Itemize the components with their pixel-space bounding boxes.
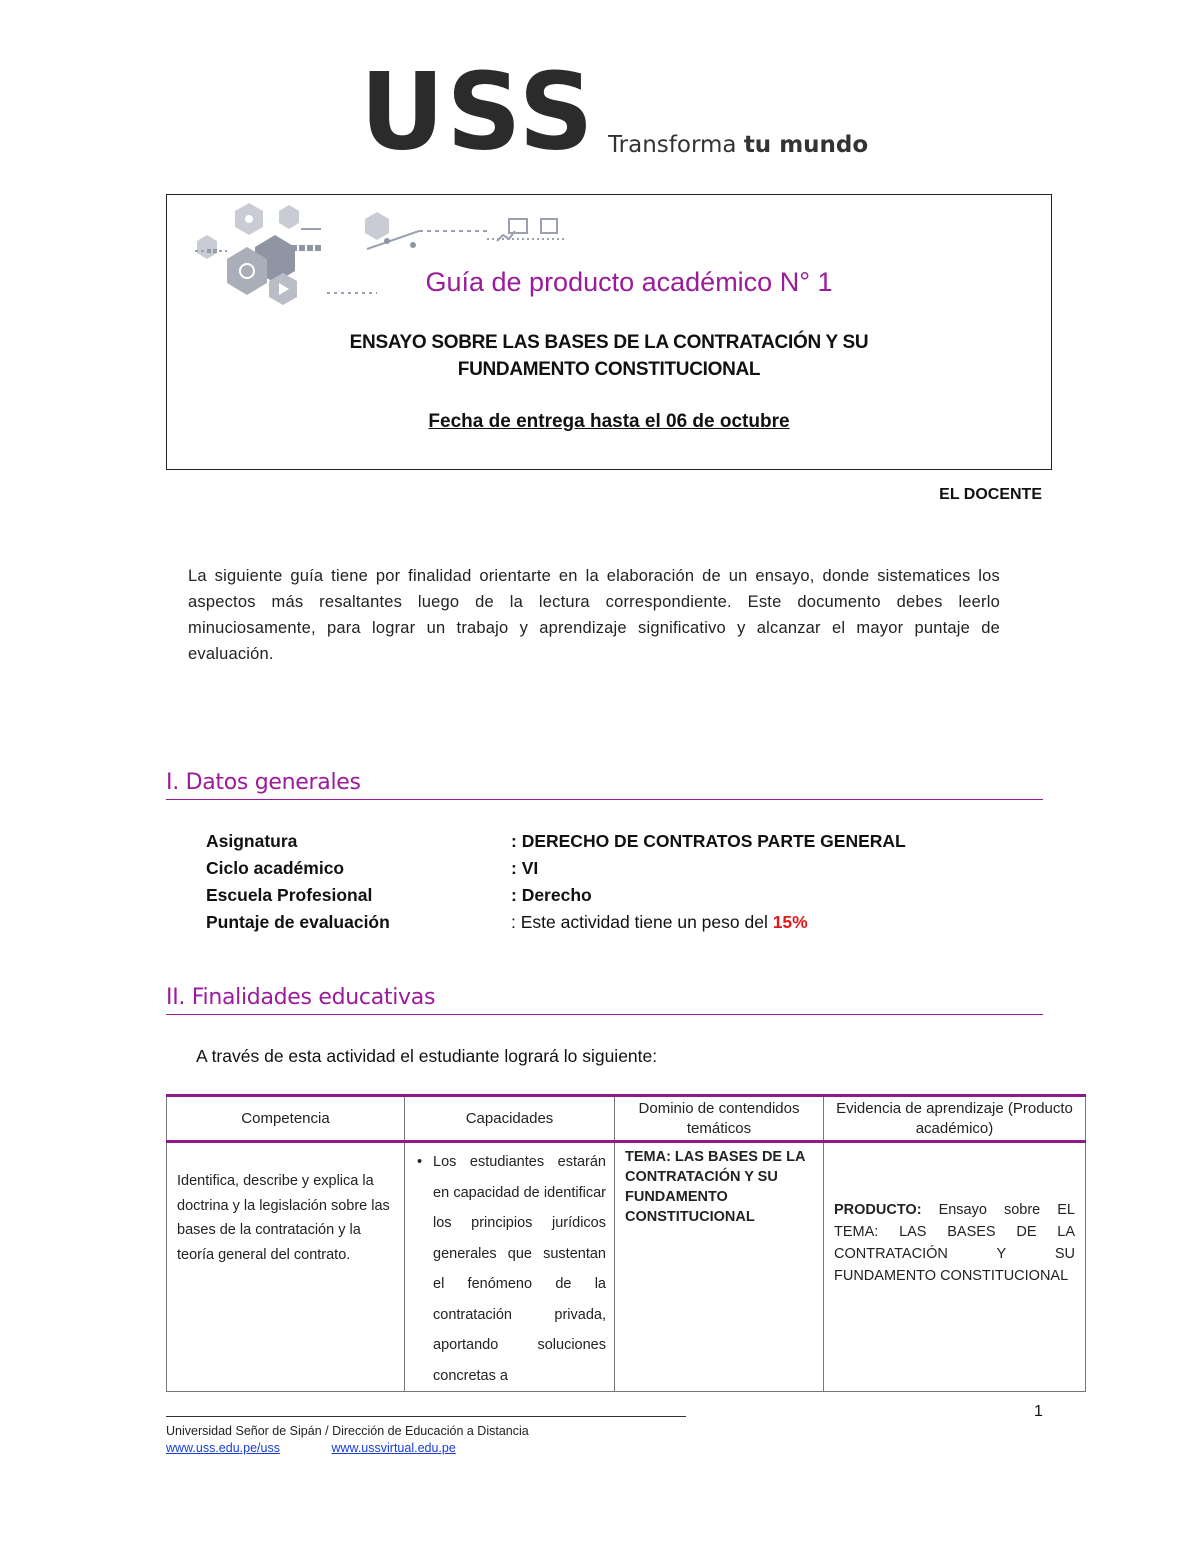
page-number: 1 [1034,1403,1043,1420]
cell-competencia: Identifica, describe y explica la doctrina y la legislación sobre las bases de la contratación y la teoría general del contrato. [167,1142,405,1392]
logo-tagline [608,132,868,158]
evidencia-text: Ensayo sobre EL TEMA: LAS BASES DE LA CONTRATACIÓN Y SU FUNDAMENTO CONSTITUCIONAL [834,1202,1075,1284]
link-ussvirtual[interactable]: www.ussvirtual.edu.pe [331,1441,456,1455]
cell-evidencia [824,1142,1086,1392]
capacidades-text: Los estudiantes estarán en capacidad de identificar los principios jurídicos generales que sustentan el fenómeno de la contratación privada, aportando soluciones concretas a [433,1154,606,1384]
section-finalidades-title: II. Finalidades educativas [166,985,1043,1015]
section-lead: A través de esta actividad el estudiante logrará lo siguiente: [196,1046,658,1066]
footer-links [166,1441,504,1455]
bullet-icon: • [417,1154,423,1170]
data-label: Asignatura [206,831,298,851]
header-dominio: Dominio de contendidos temáticos [615,1096,824,1142]
table-row [167,1142,1086,1392]
header-competencia: Competencia [167,1096,405,1142]
data-label: Ciclo académico [206,858,345,878]
guide-header-box [166,194,1052,470]
footer-divider [166,1416,686,1417]
table-header-row [167,1096,1086,1142]
intro-paragraph: La siguiente guía tiene por finalidad orientarte en la elaboración de un ensayo, donde sistematices los aspectos más resaltantes luego de la lectura correspondiente. Este documento debes leerlo minuciosamente, para lograr un trabajo y aprendizaje significativo y alcanzar el mayor puntaje de evaluación. [188,567,1000,663]
competency-table [166,1094,1086,1392]
puntaje-percentage: 15% [772,912,808,932]
guide-title: Guía de producto académico N° 1 [425,267,833,297]
general-data-list [206,828,906,936]
tagline-bold: tu mundo [743,132,869,158]
hexagon-infographic-icon [187,201,567,321]
cell-tema: TEMA: LAS BASES DE LA CONTRATACIÓN Y SU FUNDAMENTO CONSTITUCIONAL [615,1142,824,1392]
data-value: : DERECHO DE CONTRATOS PARTE GENERAL [511,831,906,851]
data-row-escuela [206,882,906,909]
data-label: Puntaje de evaluación [206,912,390,932]
puntaje-text: : Este actividad tiene un peso del [511,912,773,932]
due-date: Fecha de entrega hasta el 06 de octubre [428,411,790,432]
data-row-puntaje [206,909,906,936]
section-datos-generales-title: I. Datos generales [166,770,1043,800]
uss-logo [360,49,869,175]
data-row-asignatura [206,828,906,855]
producto-label: PRODUCTO: [834,1202,922,1218]
footer-university: Universidad Señor de Sipán / Dirección de Educación a Distancia [166,1424,529,1438]
cell-capacidades [405,1142,615,1392]
data-value: : VI [511,858,539,878]
data-row-ciclo [206,855,906,882]
header-evidencia: Evidencia de aprendizaje (Producto académico) [824,1096,1086,1142]
link-uss[interactable]: www.uss.edu.pe/uss [166,1441,280,1455]
docente-label: EL DOCENTE [939,486,1042,503]
data-value: : Derecho [511,885,592,905]
tagline-regular: Transforma [608,132,737,158]
logo-mark: USS [360,49,596,175]
essay-title [167,329,1051,383]
essay-title-line2: FUNDAMENTO CONSTITUCIONAL [457,359,761,380]
header-capacidades: Capacidades [405,1096,615,1142]
data-label: Escuela Profesional [206,885,373,905]
data-value [511,909,808,936]
essay-title-line1: ENSAYO SOBRE LAS BASES DE LA CONTRATACIÓN Y SU [349,332,869,353]
